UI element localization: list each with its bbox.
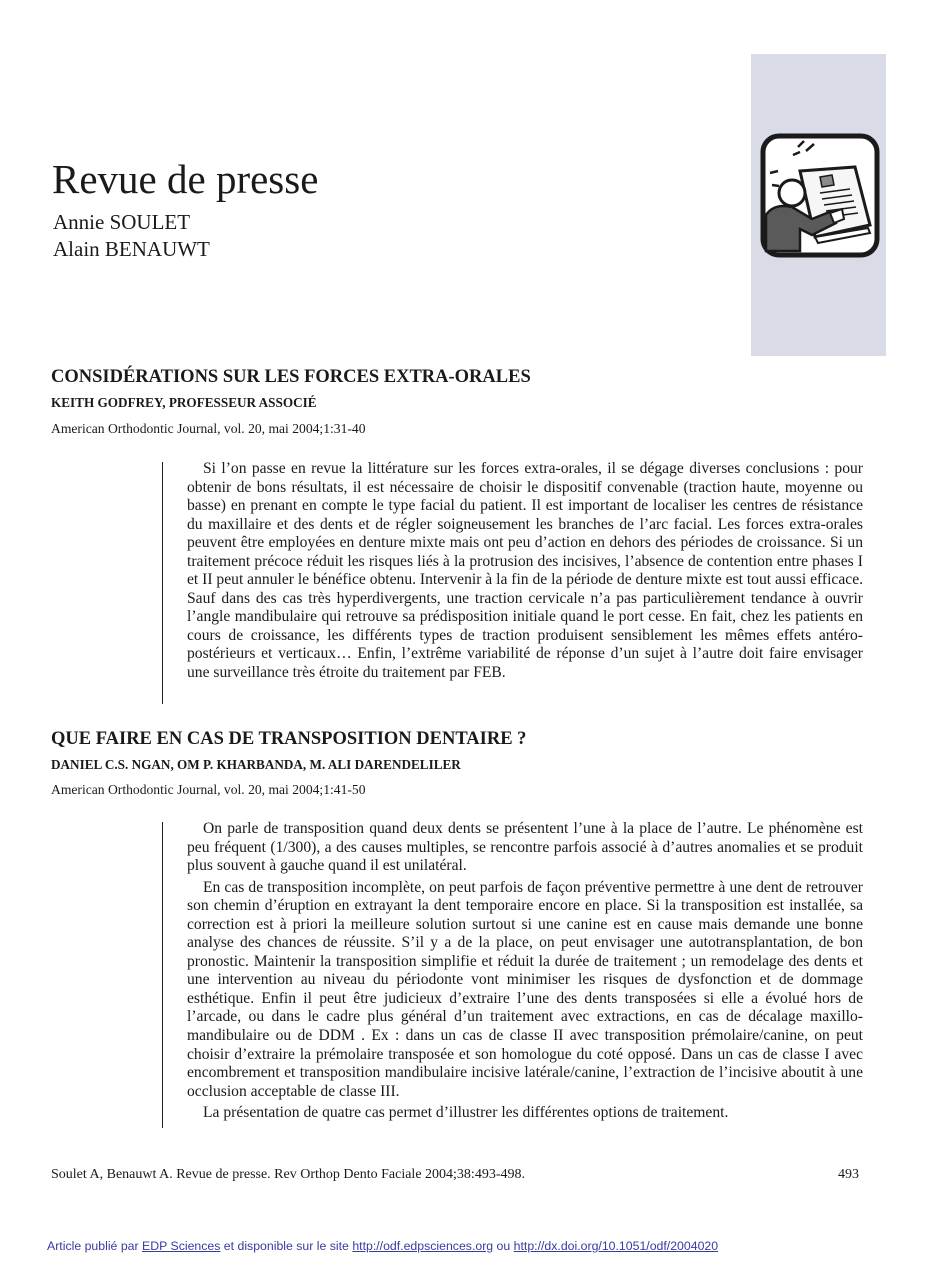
person-reading-newspaper-icon bbox=[760, 133, 880, 258]
article-title: QUE FAIRE EN CAS DE TRANSPOSITION DENTAIRE ? bbox=[51, 729, 527, 749]
site-link[interactable]: http://odf.edpsciences.org bbox=[352, 1239, 494, 1253]
abstract-paragraph: Si l’on passe en revue la littérature sur les forces extra-orales, il se dégage diverses conclusions : pour obtenir de bons résultats, il est nécessaire de choisir le dispositif convenable (traction haute, moyenne ou basse) en prenant en compte le type facial du patient. Il est important de localiser les centres de résistance du maxillaire et des dents et de régler soigneusement les branches de l’arc facial. Les forces extra-orales peuvent être employées en denture mixte mais ont peu d’action en dehors des périodes de croissance. Si un traitement précoce réduit les risques liés à la protrusion des incisives, l’absence de contention entre phases I et II peut annuler le bénéfice obtenu. Intervenir à la fin de la période de denture mixte est tout aussi efficace. Sauf dans des cas très hyperdivergents, une traction cervicale n’a pas particulièrement tendance à ouvrir l’angle mandibulaire qui retrouve sa prédisposition initiale quand le port cesse. En fait, chez les patients en cours de croissance, les différents types de traction produisent sensiblement les mêmes effets antéro-postérieurs et verticaux… Enfin, l’extrême variabilité de réponse d’un sujet à l’autre doit faire envisager une surveillance très étroite du traitement par FEB. bbox=[187, 460, 864, 682]
abstract-paragraph: On parle de transposition quand deux dents se présentent l’une à la place de l’autre. Le phénomène est peu fréquent (1/300), a des causes multiples, se rencontre parfois associé à d’autres anomalies et se produit plus souvent à gauche quand il est unilatéral. bbox=[187, 820, 863, 875]
article-title: CONSIDÉRATIONS SUR LES FORCES EXTRA-ORALES bbox=[51, 367, 531, 387]
publisher-notice bbox=[47, 1238, 718, 1254]
page-title: Revue de presse bbox=[52, 156, 319, 203]
abstract-rule bbox=[162, 462, 163, 704]
article-authors: KEITH GODFREY, PROFESSEUR ASSOCIÉ bbox=[51, 395, 317, 410]
article-source: American Orthodontic Journal, vol. 20, mai 2004;1:41-50 bbox=[51, 782, 366, 797]
publisher-or: ou bbox=[493, 1239, 514, 1253]
article-abstract bbox=[187, 820, 863, 1123]
article-abstract bbox=[187, 460, 863, 683]
author-name: Alain BENAUWT bbox=[53, 237, 210, 261]
abstract-rule bbox=[162, 822, 163, 1128]
illustration-panel bbox=[751, 54, 886, 356]
publisher-middle: et disponible sur le site bbox=[220, 1239, 353, 1253]
article-source: American Orthodontic Journal, vol. 20, mai 2004;1:31-40 bbox=[51, 421, 366, 436]
footer-citation: Soulet A, Benauwt A. Revue de presse. Rev Orthop Dento Faciale 2004;38:493-498. bbox=[51, 1167, 525, 1182]
edp-sciences-link[interactable]: EDP Sciences bbox=[142, 1239, 221, 1253]
abstract-paragraph: La présentation de quatre cas permet d’illustrer les différentes options de traitement. bbox=[203, 1104, 729, 1122]
author-name: Annie SOULET bbox=[53, 210, 191, 234]
doi-link[interactable]: http://dx.doi.org/10.1051/odf/2004020 bbox=[513, 1239, 719, 1253]
publisher-prefix: Article publié par bbox=[47, 1239, 143, 1253]
article-authors: DANIEL C.S. NGAN, OM P. KHARBANDA, M. ALI DARENDELILER bbox=[51, 757, 461, 772]
abstract-paragraph: En cas de transposition incomplète, on peut parfois de façon préventive permettre à une dent de retrouver son chemin d’éruption en extrayant la dent temporaire encore en place. Si la transposition est installée, sa correction est à priori la meilleure solution surtout si une canine est en cause mais demande une bonne analyse des chances de réussite. S’il y a de la place, on peut envisager une autotransplantation, de bon pronostic. Maintenir la transposition simplifie et réduit la durée de traitement ; un remodelage des dents et une intervention au niveau du périodonte vont minimiser les risques de dysfonction et de dommage esthétique. Enfin il peut être judicieux d’extraire l’une des dents transposées si elle a évolué hors de l’arcade, ou dans le cadre plus général d’un traitement avec extractions, en cas de décalage maxillo-mandibulaire ou de DDM . Ex : dans un cas de classe II avec transposition prémolaire/canine, on peut choisir d’extraire la prémolaire transposée et son homologue du coté opposé. Dans un cas de classe I avec encombrement et transposition mandibulaire incisive latérale/canine, l’extraction de l’incisive aboutit à une occlusion acceptable de classe III. bbox=[187, 878, 863, 1100]
page-number: 493 bbox=[838, 1167, 859, 1182]
